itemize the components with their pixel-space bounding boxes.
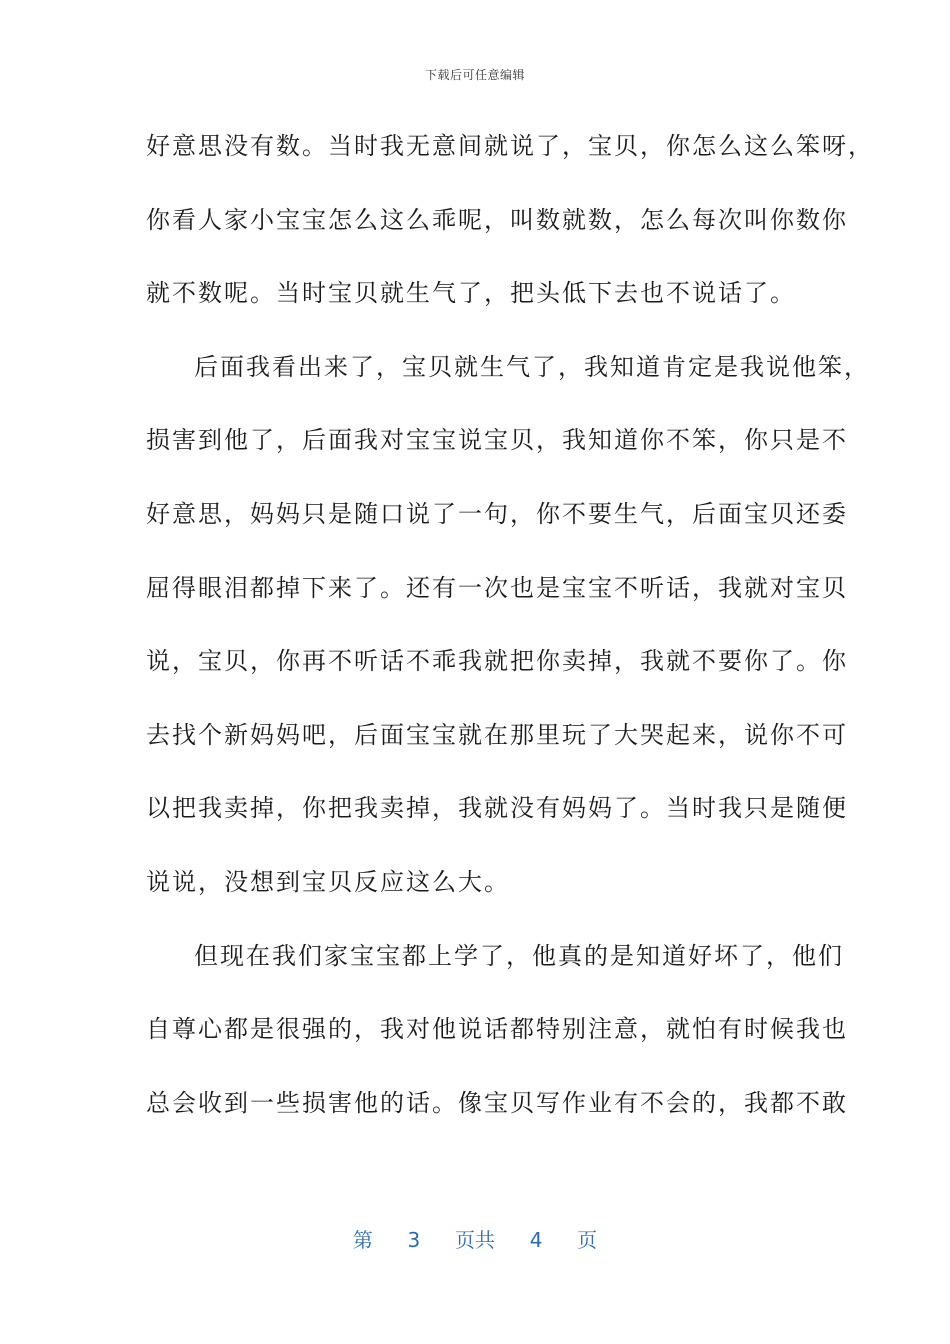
text-line: 屈得眼泪都掉下来了。还有一次也是宝宝不听话，我就对宝贝 — [146, 573, 848, 602]
document-body — [146, 116, 874, 1146]
footer-prefix: 第 — [352, 1228, 373, 1252]
text-line: 后面我看出来了，宝贝就生气了，我知道肯定是我说他笨， — [194, 352, 870, 381]
text-line: 损害到他了，后面我对宝宝说宝贝，我知道你不笨，你只是不 — [146, 426, 848, 455]
footer-suffix: 页 — [577, 1228, 598, 1252]
page-header: 下载后可任意编辑 — [424, 68, 525, 82]
footer-middle: 页共 — [455, 1228, 495, 1252]
text-line: 就不数呢。当时宝贝就生气了，把头低下去也不说话了。 — [146, 279, 796, 308]
text-line: 好意思，妈妈只是随口说了一句，你不要生气，后面宝贝还委 — [146, 499, 848, 528]
text-line: 好意思没有数。当时我无意间就说了，宝贝，你怎么这么笨呀， — [146, 132, 874, 160]
total-pages-number: 4 — [529, 1228, 543, 1252]
page-footer — [0, 1224, 950, 1253]
text-line: 自尊心都是很强的，我对他说话都特别注意，就怕有时候我也 — [146, 1015, 848, 1044]
text-line: 你看人家小宝宝怎么这么乖呢，叫数就数，怎么每次叫你数你 — [146, 205, 848, 234]
text-line: 以把我卖掉，你把我卖掉，我就没有妈妈了。当时我只是随便 — [146, 794, 848, 823]
text-line: 总会收到一些损害他的话。像宝贝写作业有不会的，我都不敢 — [146, 1088, 848, 1117]
text-line: 说，宝贝，你再不听话不乖我就把你卖掉，我就不要你了。你 — [146, 647, 848, 676]
text-line: 去找个新妈妈吧，后面宝宝就在那里玩了大哭起来，说你不可 — [146, 720, 848, 749]
current-page-number: 3 — [407, 1228, 421, 1252]
text-line: 说说，没想到宝贝反应这么大。 — [146, 867, 510, 896]
text-line: 但现在我们家宝宝都上学了，他真的是知道好坏了，他们 — [194, 941, 844, 970]
